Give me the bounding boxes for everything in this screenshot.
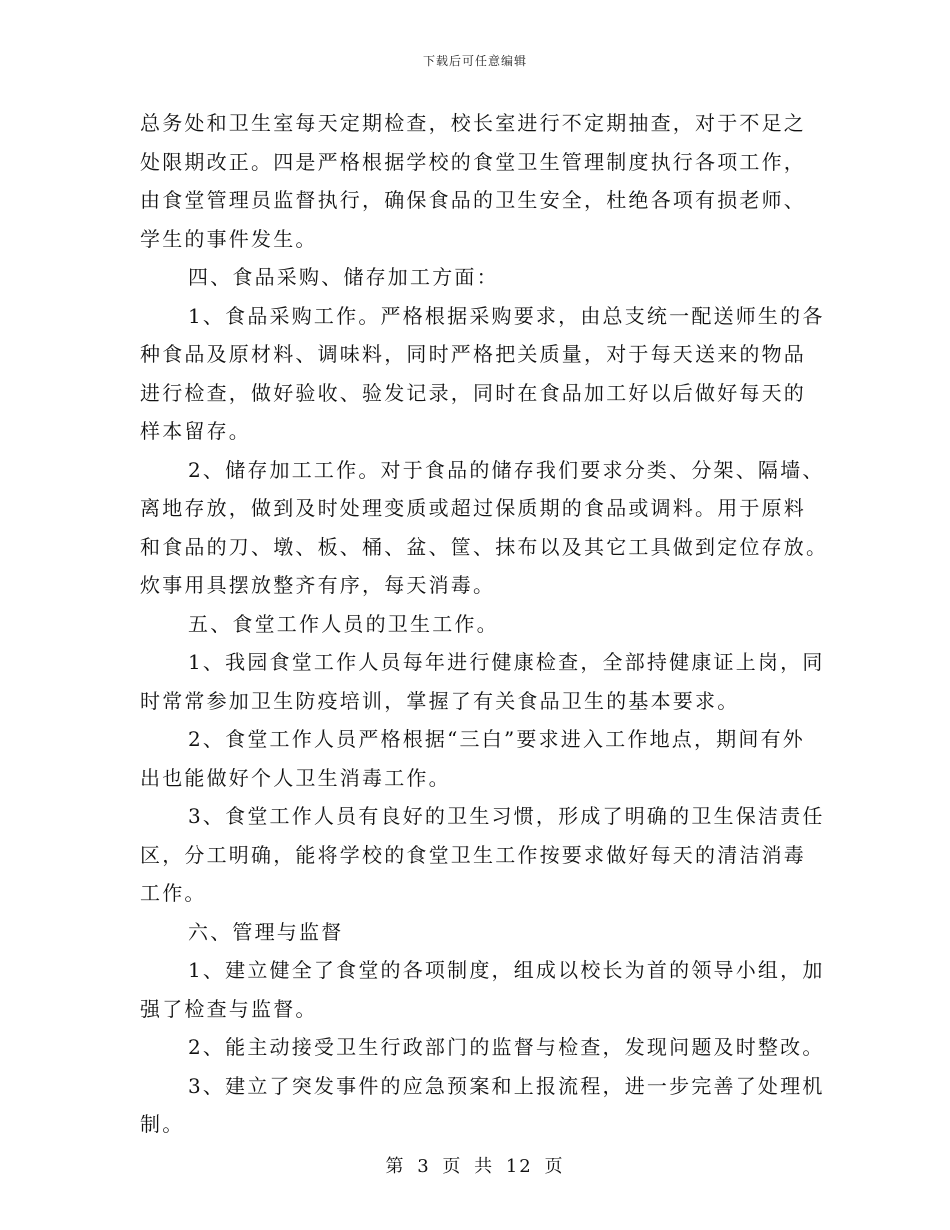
- text-line: 强了检查与监督。: [140, 996, 318, 1021]
- text-line: 五、食堂工作人员的卫生工作。: [188, 611, 499, 636]
- text-line: 六、管理与监督: [188, 919, 344, 944]
- text-line: 区，分工明确，能将学校的食堂卫生工作按要求做好每天的清洁消毒: [140, 842, 806, 867]
- text-line: 炊事用具摆放整齐有序，每天消毒。: [140, 573, 496, 597]
- text-line: 工作。: [140, 881, 207, 905]
- text-line: 种食品及原材料、调味料，同时严格把关质量，对于每天送来的物品: [140, 342, 806, 366]
- text-line: 2、能主动接受卫生行政部门的监督与检查，发现问题及时整改。: [188, 1035, 825, 1059]
- text-line: 1、我园食堂工作人员每年进行健康检查，全部持健康证上岗，同: [188, 650, 825, 674]
- text-line: 离地存放，做到及时处理变质或超过保质期的食品或调料。用于原料: [140, 496, 806, 520]
- text-line: 由食堂管理员监督执行，确保食品的卫生安全，杜绝各项有损老师、: [140, 188, 806, 212]
- text-line: 和食品的刀、墩、板、桶、盆、筐、抹布以及其它工具做到定位存放。: [140, 534, 829, 559]
- text-line: 总务处和卫生室每天定期检查，校长室进行不定期抽查，对于不足之: [140, 111, 806, 135]
- text-line: 2、储存加工工作。对于食品的储存我们要求分类、分架、隔墙、: [188, 457, 825, 482]
- text-line: 3、建立了突发事件的应急预案和上报流程，进一步完善了处理机: [188, 1073, 825, 1098]
- text-line: 样本留存。: [140, 419, 251, 443]
- page-header: 下载后可任意编辑: [422, 54, 527, 68]
- text-line: 2、食堂工作人员严格根据“三白”要求进入工作地点，期间有外: [188, 727, 805, 751]
- text-line: 1、建立健全了食堂的各项制度，组成以校长为首的领导小组，加: [188, 958, 825, 982]
- text-line: 学生的事件发生。: [140, 226, 318, 251]
- text-line: 1、食品采购工作。严格根据采购要求，由总支统一配送师生的各: [188, 303, 825, 328]
- text-line: 3、食堂工作人员有良好的卫生习惯，形成了明确的卫生保洁责任: [188, 804, 825, 828]
- text-line: 处限期改正。四是严格根据学校的食堂卫生管理制度执行各项工作，: [140, 149, 806, 174]
- text-line: 时常常参加卫生防疫培训，掌握了有关食品卫生的基本要求。: [140, 688, 740, 713]
- document-body: [140, 104, 829, 1144]
- text-line: 出也能做好个人卫生消毒工作。: [140, 765, 451, 790]
- text-line: 制。: [140, 1112, 185, 1136]
- text-line: 进行检查，做好验收、验发记录，同时在食品加工好以后做好每天的: [140, 380, 806, 405]
- text-line: 四、食品采购、储存加工方面：: [188, 265, 499, 289]
- page-footer: 第 3 页 共 12 页: [385, 1156, 565, 1177]
